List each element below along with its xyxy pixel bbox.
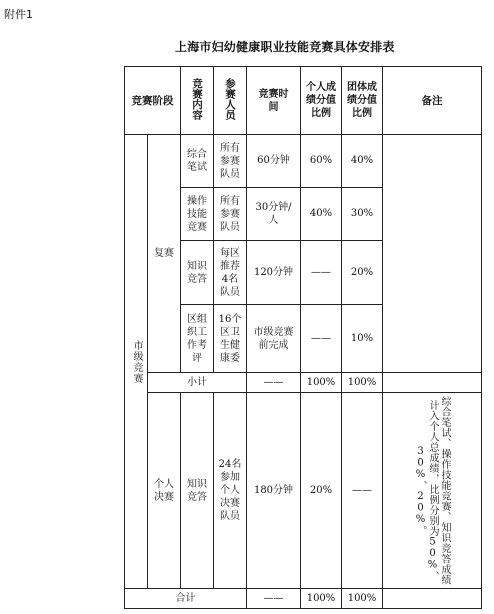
- row1-content: 综合笔试: [181, 135, 214, 188]
- stage-repechage-cell: 复赛: [148, 135, 181, 373]
- row1-time: 60分钟: [247, 135, 301, 188]
- final-team: ——: [342, 393, 383, 589]
- total-time: ——: [247, 589, 301, 609]
- header-individual: 个人成绩分值比例: [301, 67, 342, 135]
- row3-team: 20%: [342, 241, 383, 305]
- row4-individual: ——: [301, 305, 342, 373]
- document-title: 上海市妇幼健康职业技能竞赛具体安排表: [175, 40, 395, 54]
- final-participants: 24名参加个人决赛队员: [214, 393, 247, 589]
- total-row: [125, 589, 482, 609]
- total-individual: 100%: [301, 589, 342, 609]
- header-stage: 竞赛阶段: [125, 67, 181, 135]
- final-remarks: 综合笔试、操作技能竞赛、知识竞答成绩计入个人总成绩，比例分别为50%、30%、20%。: [383, 393, 482, 589]
- final-content: 知识竞答: [181, 393, 214, 589]
- stage-city-cell: 市级竞赛: [125, 135, 148, 589]
- final-time: 180分钟: [247, 393, 301, 589]
- header-participants: 参赛人员: [214, 67, 247, 135]
- row1-individual: 60%: [301, 135, 342, 188]
- remarks-empty-cell: [383, 135, 482, 373]
- row4-team: 10%: [342, 305, 383, 373]
- header-content: 竞赛内容: [181, 67, 214, 135]
- total-team: 100%: [342, 589, 383, 609]
- annex-label: 附件1: [4, 8, 33, 21]
- row4-time: 市级竞赛前完成: [247, 305, 301, 373]
- row4-participants: 16个区卫生健康委: [214, 305, 247, 373]
- subtotal-time: ——: [247, 373, 301, 393]
- row2-individual: 40%: [301, 188, 342, 241]
- subtotal-individual: 100%: [301, 373, 342, 393]
- row4-content: 区组织工作考评: [181, 305, 214, 373]
- row3-individual: ——: [301, 241, 342, 305]
- table-row: [125, 135, 482, 188]
- subtotal-label: 小计: [148, 373, 247, 393]
- row2-time: 30分钟/人: [247, 188, 301, 241]
- header-row: [125, 67, 482, 135]
- row3-time: 120分钟: [247, 241, 301, 305]
- header-team: 团体成绩分值比例: [342, 67, 383, 135]
- final-row: [125, 393, 482, 589]
- header-remarks: 备注: [383, 67, 482, 135]
- subtotal-remarks: [383, 373, 482, 393]
- total-remarks: [383, 589, 482, 609]
- header-time: 竞赛时间: [247, 67, 301, 135]
- row1-participants: 所有参赛队员: [214, 135, 247, 188]
- row1-team: 40%: [342, 135, 383, 188]
- row3-content: 知识竞答: [181, 241, 214, 305]
- row2-team: 30%: [342, 188, 383, 241]
- schedule-table: [124, 66, 482, 609]
- stage-final-cell: 个人决赛: [148, 393, 181, 589]
- total-label: 合计: [125, 589, 247, 609]
- final-individual: 20%: [301, 393, 342, 589]
- subtotal-team: 100%: [342, 373, 383, 393]
- row3-participants: 每区推荐4名队员: [214, 241, 247, 305]
- row2-content: 操作技能竞赛: [181, 188, 214, 241]
- subtotal-row: [125, 373, 482, 393]
- row2-participants: 所有参赛队员: [214, 188, 247, 241]
